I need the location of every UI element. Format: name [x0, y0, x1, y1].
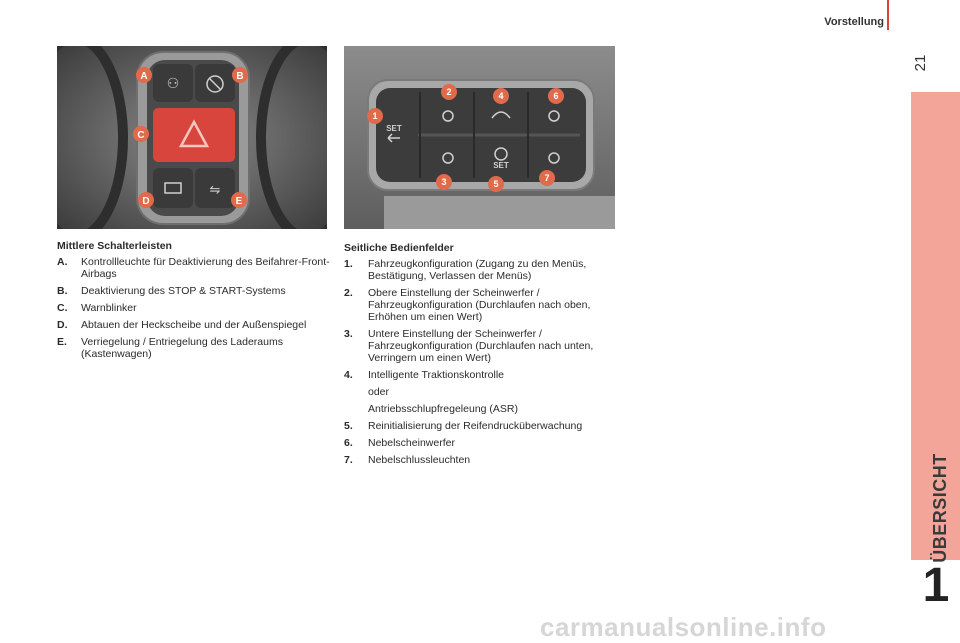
callout-a: A: [140, 71, 148, 82]
legend-item: [344, 258, 624, 282]
svg-text:⚇: ⚇: [166, 76, 180, 92]
legend-label: 2.: [344, 287, 353, 299]
legend-label: B.: [57, 285, 68, 297]
callout-d: D: [142, 196, 150, 207]
center-switch-panel-image: [57, 46, 327, 229]
section-title: Vorstellung: [824, 16, 884, 28]
legend-label: A.: [57, 256, 68, 268]
legend-item: [57, 319, 332, 331]
legend-subtext: oder: [368, 386, 390, 398]
callout-2: 2: [446, 87, 452, 97]
callout-e: E: [235, 196, 243, 207]
callout-5: 5: [493, 179, 499, 189]
set-label: SET: [386, 124, 402, 133]
legend-text: Kontrollleuchte für Deaktivierung des Beifahrer-Front-Airbags: [81, 256, 330, 280]
legend-item: [344, 369, 624, 381]
legend-label: D.: [57, 319, 68, 331]
callout-1: 1: [372, 111, 378, 121]
legend-item: [57, 336, 332, 360]
legend-text: Fahrzeugkonfiguration (Zugang zu den Menüs, Bestätigung, Verlassen der Menüs): [368, 258, 587, 282]
center-switch-legend: [57, 240, 332, 365]
legend-text: Untere Einstellung der Scheinwerfer / Fahrzeugkonfiguration (Durchlaufen nach unten, Verringern um einen Wert): [368, 328, 594, 364]
legend-label: 4.: [344, 369, 353, 381]
set-label-secondary: SET: [493, 161, 509, 170]
callout-b: B: [236, 71, 244, 82]
chapter-tab-label: ÜBERSICHT: [930, 453, 950, 563]
chapter-number: 1: [922, 559, 950, 612]
legend-label: 1.: [344, 258, 353, 270]
callout-3: 3: [441, 177, 447, 187]
legend-label: C.: [57, 302, 68, 314]
legend-text: Obere Einstellung der Scheinwerfer / Fahrzeugkonfiguration (Durchlaufen nach oben, Erhöhen um einen Wert): [368, 287, 591, 323]
legend-item: [344, 287, 624, 323]
legend-text: Intelligente Traktionskontrolle: [368, 369, 504, 381]
legend-text: Verriegelung / Entriegelung des Laderaums (Kastenwagen): [81, 336, 283, 360]
watermark: carmanualsonline.info: [540, 612, 827, 642]
legend-label: 3.: [344, 328, 353, 340]
side-control-heading: Seitliche Bedienfelder: [344, 242, 454, 254]
legend-item: [344, 454, 624, 466]
legend-label: 7.: [344, 454, 353, 466]
legend-item: [57, 256, 332, 280]
legend-text: Nebelschlussleuchten: [368, 454, 471, 466]
legend-label: 6.: [344, 437, 353, 449]
callout-4: 4: [498, 91, 504, 101]
side-control-legend: [344, 242, 624, 471]
legend-text: Nebelscheinwerfer: [368, 437, 455, 449]
legend-item: [344, 328, 624, 364]
callout-c: C: [137, 130, 145, 141]
callout-6: 6: [553, 91, 559, 101]
legend-item: [344, 437, 624, 449]
legend-item: [57, 302, 332, 314]
legend-text: Deaktivierung des STOP & START-Systems: [81, 285, 286, 297]
page-number: 21: [912, 54, 929, 72]
header-accent-line: [887, 0, 889, 30]
legend-text: Warnblinker: [81, 302, 137, 314]
side-control-panel-image: [344, 46, 615, 229]
legend-item: [57, 285, 332, 297]
legend-text: Abtauen der Heckscheibe und der Außenspiegel: [81, 319, 307, 331]
callout-7: 7: [544, 173, 550, 183]
center-switch-heading: Mittlere Schalterleisten: [57, 240, 172, 252]
legend-label: E.: [57, 336, 67, 348]
svg-text:⇋: ⇋: [209, 183, 221, 198]
legend-item: [344, 420, 624, 432]
legend-text: Reinitialisierung der Reifendrucküberwachung: [368, 420, 583, 432]
legend-subtext: Antriebsschlupfregeleung (ASR): [368, 403, 518, 415]
legend-label: 5.: [344, 420, 353, 432]
